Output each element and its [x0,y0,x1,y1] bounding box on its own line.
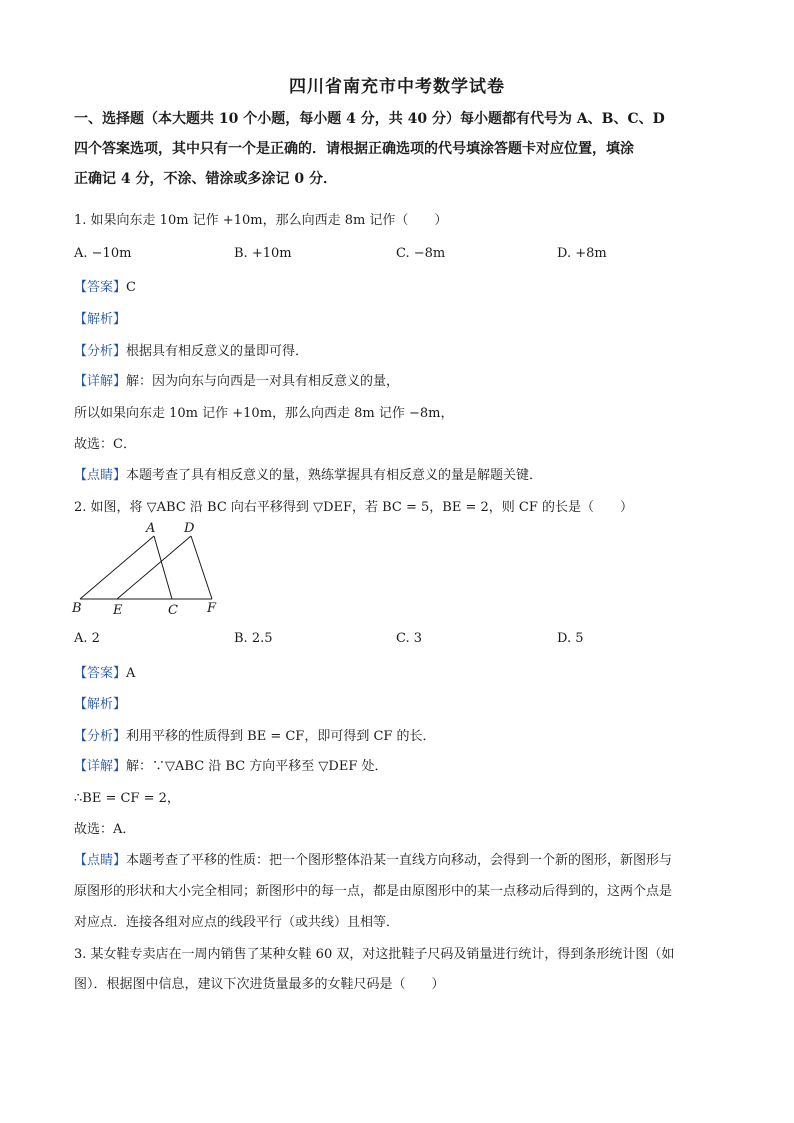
answer-tag: 【答案】 [74,280,127,295]
q1-answer [74,276,136,295]
fenxi-text: 根据具有相反意义的量即可得． [126,344,309,359]
q1-option-a: A. −10m [74,246,132,261]
dianjing-text: 本题考查了具有相反意义的量，熟练掌握具有相反意义的量是解题关键． [126,468,543,483]
answer-value: A [126,666,136,681]
q2-dianjing-line-2: 原图形的形状和大小完全相同；新图形中的每一点，都是由原图形中的某一点移动后得到的，这两个点是 [74,884,673,899]
q2-analysis-tag: 【解析】 [74,697,127,712]
segment-ba [80,536,154,599]
q1-conclusion: 故选：C． [74,437,136,452]
q2-line2: ∴BE = CF = 2， [74,791,180,806]
section-heading-line-1: 一、选择题（本大题共 10 个小题，每小题 4 分，共 40 分）每小题都有代号为 A、B、C、D [74,111,665,127]
q1-fenxi [74,340,308,359]
q1-option-c: C. −8m [396,246,446,261]
label-e: E [113,603,123,618]
q3-stem-line-2: 图）．根据图中信息，建议下次进货量最多的女鞋尺码是（ ） [74,977,445,992]
section-heading [74,104,724,194]
q3-stem-line-1: 3. 某女鞋专卖店在一周内销售了某种女鞋 60 双，对这批鞋子尺码及销量进行统计，得到条形统计图（如 [74,947,675,962]
q1-analysis-tag: 【解析】 [74,312,127,327]
fenxi-tag: 【分析】 [74,729,127,744]
q2-dianjing [74,849,672,868]
answer-tag: 【答案】 [74,666,127,681]
segment-df [191,536,212,599]
q1-line2: 所以如果向东走 10m 记作 +10m，那么向西走 8m 记作 −8m， [74,406,454,421]
xiangjie-text: 解：因为向东与向西是一对具有相反意义的量， [126,374,400,389]
label-c: C [168,603,178,618]
q2-xiangjie [74,755,387,774]
q2-conclusion: 故选：A． [74,822,136,837]
label-d: D [184,521,195,536]
q1-dianjing [74,464,542,483]
q2-option-c: C. 3 [396,631,423,646]
label-b: B [72,601,82,616]
section-heading-line-3: 正确记 4 分，不涂、错涂或多涂记 0 分． [74,171,337,187]
xiangjie-text: 解：∵▽ABC 沿 BC 方向平移至 ▽DEF 处． [126,759,388,774]
label-f: F [207,601,217,616]
fenxi-text: 利用平移的性质得到 BE = CF，即可得到 CF 的长． [126,729,436,744]
section-heading-line-2: 四个答案选项，其中只有一个是正确的．请根据正确选项的代号填涂答题卡对应位置，填涂 [74,141,634,157]
q2-dianjing-line-3: 对应点．连接各组对应点的线段平行（或共线）且相等． [74,915,400,930]
page-title: 四川省南充市中考数学试卷 [289,77,505,97]
q1-xiangjie [74,370,399,389]
segment-ed [117,536,191,599]
q2-option-d: D. 5 [557,631,584,646]
q2-option-a: A. 2 [74,631,100,646]
q2-stem: 2. 如图，将 ▽ABC 沿 BC 向右平移得到 ▽DEF，若 BC = 5，BE = 2，则 CF 的长是（ ） [74,500,634,515]
xiangjie-tag: 【详解】 [74,374,127,389]
q2-fenxi [74,725,436,744]
answer-value: C [126,280,136,295]
q1-option-d: D. +8m [557,246,607,261]
q1-option-b: B. +10m [234,246,292,261]
dianjing-text: 本题考查了平移的性质：把一个图形整体沿某一直线方向移动，会得到一个新的图形，新图形与 [126,853,673,868]
label-a: A [146,521,156,536]
segment-ac [154,536,172,599]
xiangjie-tag: 【详解】 [74,759,127,774]
dianjing-tag: 【点睛】 [74,853,127,868]
fenxi-tag: 【分析】 [74,344,127,359]
translation-figure [70,518,230,618]
dianjing-tag: 【点睛】 [74,468,127,483]
q2-option-b: B. 2.5 [234,631,273,646]
q2-answer [74,662,135,681]
q1-stem: 1. 如果向东走 10m 记作 +10m，那么向西走 8m 记作（ ） [74,213,448,228]
